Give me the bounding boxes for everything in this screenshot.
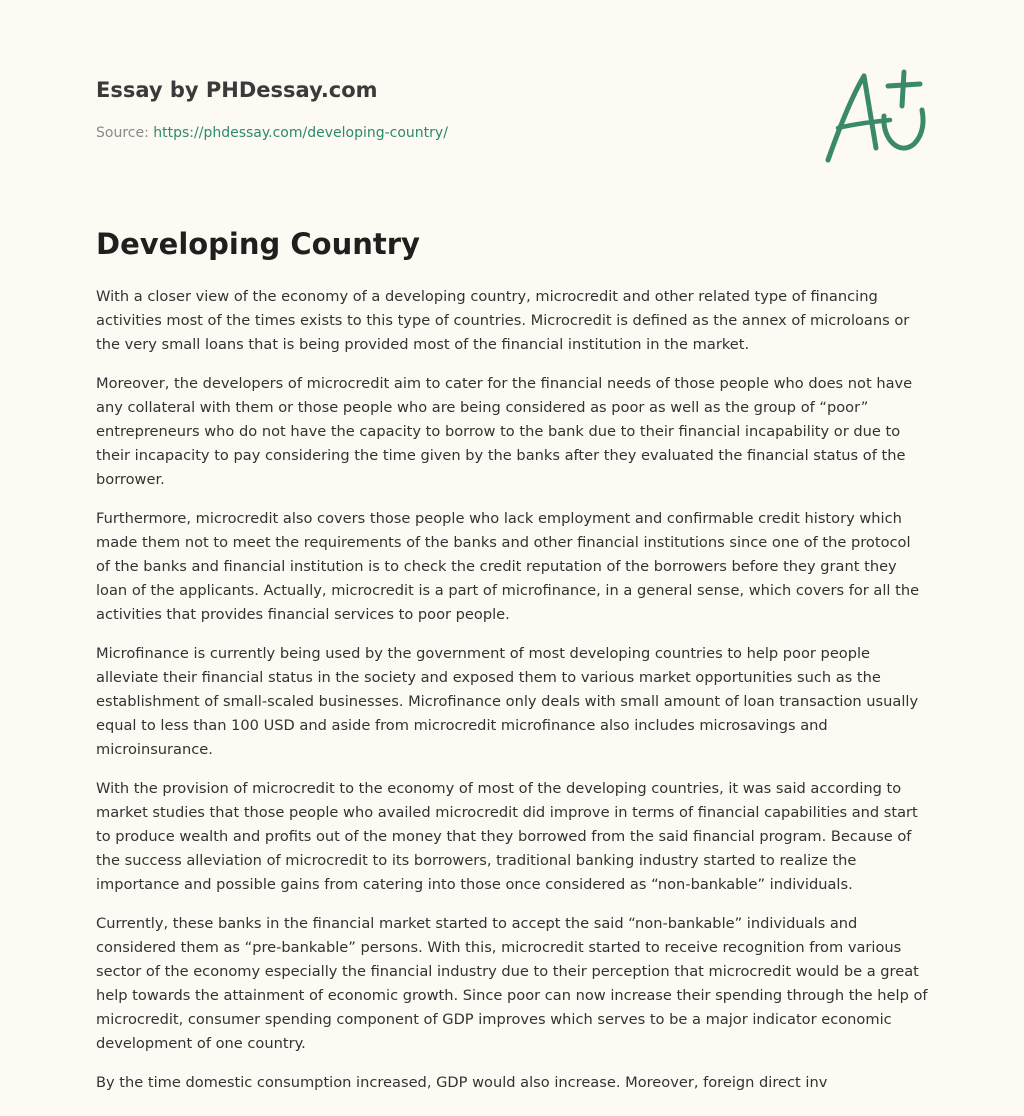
site-title: Essay by PHDessay.com xyxy=(96,78,378,102)
paragraph: With a closer view of the economy of a developing country, microcredit and other related type of financing activities most of the times exists to this type of countries. Microcredit is defined as the annex of microloans or the very small loans that is being provided most of the financial institution in the market. xyxy=(96,288,910,353)
paragraph: Furthermore, microcredit also covers those people who lack employment and confirmable credit history which made them not to meet the requirements of the banks and other financial institutions since one of the protocol of the banks and financial institution is to check the credit reputation of the borrowers before they grant they loan of the applicants. Actually, microcredit is a part of microfinance, in a general sense, which covers for all the activities that provides financial services to poor people. xyxy=(96,510,920,623)
paragraph: With the provision of microcredit to the economy of most of the developing countries, it was said according to market studies that those people who availed microcredit did improve in terms of financial capabilities and start to produce wealth and profits out of the money that they borrowed from the said financial program. Because of the success alleviation of microcredit to its borrowers, traditional banking industry started to realize the importance and possible gains from catering into those once considered as “non-bankable” individuals. xyxy=(96,780,918,893)
essay-body xyxy=(96,285,928,1110)
paragraph: Moreover, the developers of microcredit aim to cater for the financial needs of those people who does not have any collateral with them or those people who are being considered as poor as well as the group of “poor” entrepreneurs who do not have the capacity to borrow to the bank due to their financial incapability or due to their incapacity to pay considering the time given by the banks after they evaluated the financial status of the borrower. xyxy=(96,375,913,488)
essay-title: Developing Country xyxy=(96,227,420,261)
source-link[interactable]: https://phdessay.com/developing-country/ xyxy=(153,125,448,141)
a-plus-logo-icon xyxy=(818,66,930,166)
paragraph: Microfinance is currently being used by the government of most developing countries to help poor people alleviate their financial status in the society and exposed them to various market opportunities such as the establishment of small-scaled businesses. Microfinance only deals with small amount of loan transaction usually equal to less than 100 USD and aside from microcredit microfinance also includes microsavings and microinsurance. xyxy=(96,645,919,758)
source-label: Source: xyxy=(96,125,149,141)
paragraph: Currently, these banks in the financial market started to accept the said “non-bankable” individuals and considered them as “pre-bankable” persons. With this, microcredit started to receive recognition from various sector of the economy especially the financial industry due to their perception that microcredit would be a great help towards the attainment of economic growth. Since poor can now increase their spending through the help of microcredit, consumer spending component of GDP improves which serves to be a major indicator economic development of one country. xyxy=(96,915,928,1052)
source-line xyxy=(96,124,796,142)
essay-header xyxy=(96,76,796,142)
paragraph: By the time domestic consumption increased, GDP would also increase. Moreover, foreign direct inv xyxy=(96,1074,828,1091)
